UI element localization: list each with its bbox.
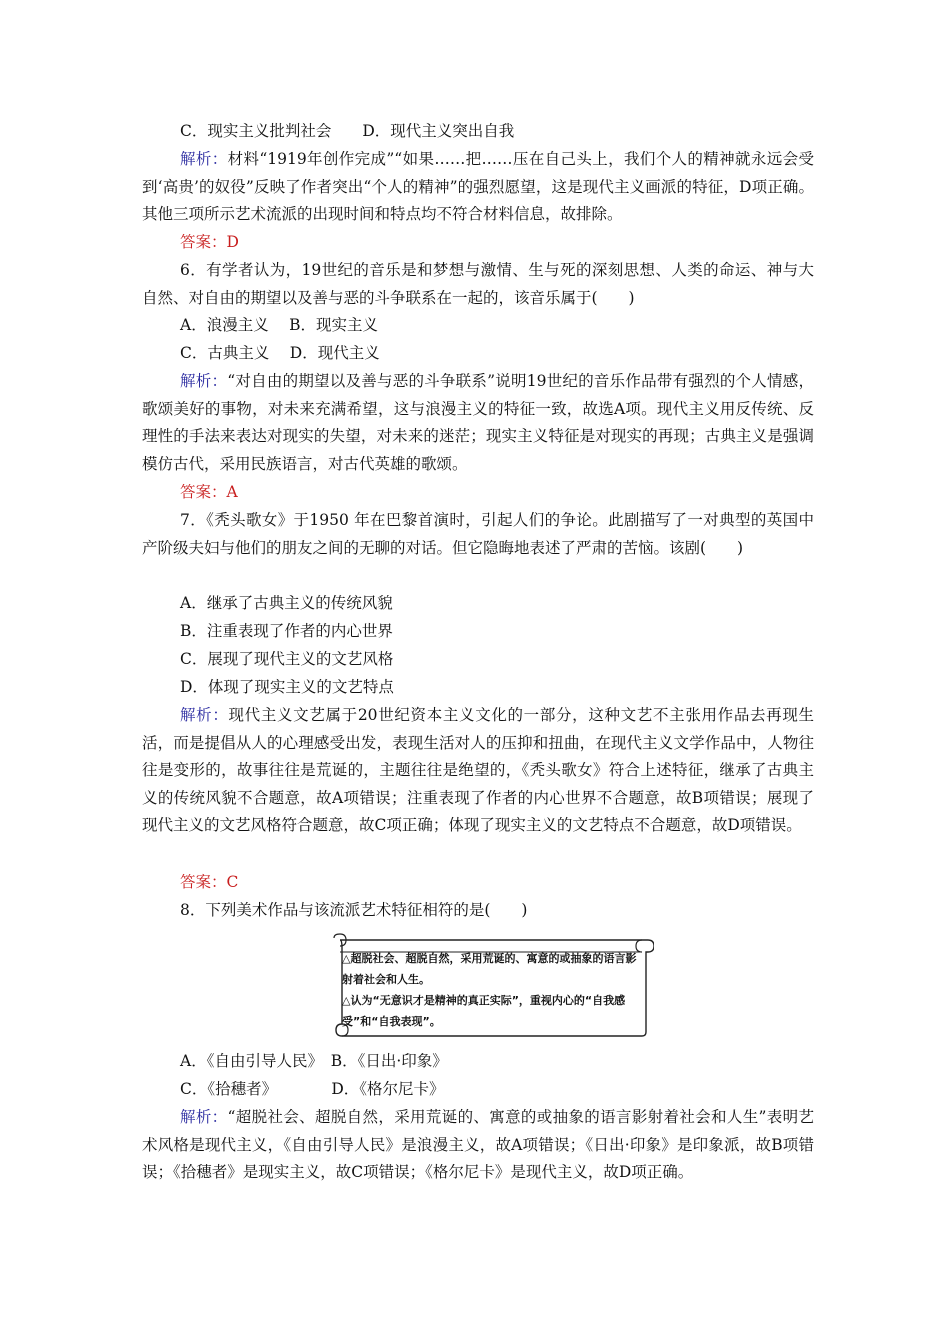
q7-analysis-text: 现代主义文艺属于20世纪资本主义文化的一部分，这种文艺不主张用作品去再现生活，而是提倡从人的心理感受出发，表现生活对人的压抑和扭曲，在现代主义文学作品中，人物往往是变形的，故事往往是荒诞的，主题往往是绝望的，《秃头歌女》符合上述特征，继承了古典主义的传统风貌不合题意，故A项错误；注重表现了作者的内心世界不合题意，故B项错误；展现了现代主义的文艺风格符合题意，故C项正确；体现了现实主义的文艺特点不合题意，故D项错误。: [142, 706, 814, 835]
q5-options-cd: C．现实主义批判社会 D．现代主义突出自我: [180, 122, 515, 140]
q8-analysis-text: “超脱社会、超脱自然，采用荒诞的、寓意的或抽象的语言影射着社会和人生”表明艺术风格是现代主义，《自由引导人民》是浪漫主义，故A项错误；《日出·印象》是印象派，故B项错误；《拾穗者》是现实主义，故C项错误；《格尔尼卡》是现代主义，故D项正确。: [142, 1108, 814, 1182]
q6-analysis-text: “对自由的期望以及善与恶的斗争联系”说明19世纪的音乐作品带有强烈的个人情感，歌颂美好的事物，对未来充满希望，这与浪漫主义的特征一致，故选A项。现代主义用反传统、反理性的手法来表达对现实的失望，对未来的迷茫；现实主义特征是对现实的再现；古典主义是强调模仿古代，采用民族语言，对古代英雄的歌颂。: [142, 372, 814, 473]
scroll-text: [342, 948, 642, 1032]
q5-analysis-text: 材料“1919年创作完成”“如果……把……压在自己头上，我们个人的精神就永远会受到‘高贵’的奴役”反映了作者突出“个人的精神”的强烈愿望，这是现代主义画派的特征，D项正确。其他三项所示艺术流派的出现时间和特点均不符合材料信息，故排除。: [142, 150, 814, 224]
q8-options-cd: C．《拾穗者》 D．《格尔尼卡》: [180, 1080, 445, 1098]
q8-analysis: [142, 1104, 814, 1187]
q8-analysis-label: 解析：: [180, 1108, 228, 1126]
q7-stem: 7．《秃头歌女》于1950 年在巴黎首演时，引起人们的争论。此剧描写了一对典型的英国中产阶级夫妇与他们的朋友之间的无聊的对话。但它隐晦地表述了严肃的苦恼。该剧( ): [142, 511, 814, 557]
scroll-line-2: △认为“无意识才是精神的真正实际”，重视内心的“自我感受”和“自我表现”。: [342, 994, 626, 1028]
q5-answer: 答案：D: [180, 233, 239, 251]
scroll-line-1: △超脱社会、超脱自然，采用荒诞的、寓意的或抽象的语言影射着社会和人生。: [342, 952, 637, 986]
q6-analysis: [142, 368, 814, 478]
q6-analysis-label: 解析：: [180, 372, 228, 390]
q7-option-a: A．继承了古典主义的传统风貌: [180, 594, 393, 612]
q7-answer: 答案：C: [180, 873, 239, 891]
q6-stem: 6．有学者认为，19世纪的音乐是和梦想与激情、生与死的深刻思想、人类的命运、神与大自然、对自由的期望以及善与恶的斗争联系在一起的，该音乐属于( ): [142, 261, 814, 307]
q8-scroll-figure: [330, 932, 654, 1038]
q6-options-cd: C．古典主义 D．现代主义: [180, 344, 380, 362]
q7-option-c: C．展现了现代主义的文艺风格: [180, 650, 394, 668]
q7-option-b: B．注重表现了作者的内心世界: [180, 622, 393, 640]
q6-options-ab: A．浪漫主义 B．现实主义: [180, 316, 379, 334]
q8-stem: 8．下列美术作品与该流派艺术特征相符的是( ): [180, 901, 528, 919]
q5-analysis: [142, 146, 814, 229]
q7-option-d: D．体现了现实主义的文艺特点: [180, 678, 394, 696]
q8-options-ab: A．《自由引导人民》 B．《日出·印象》: [180, 1052, 448, 1070]
q7-analysis: [142, 702, 814, 840]
q5-analysis-label: 解析：: [180, 150, 228, 168]
q6-answer: 答案：A: [180, 483, 238, 501]
q7-analysis-label: 解析：: [180, 706, 229, 724]
